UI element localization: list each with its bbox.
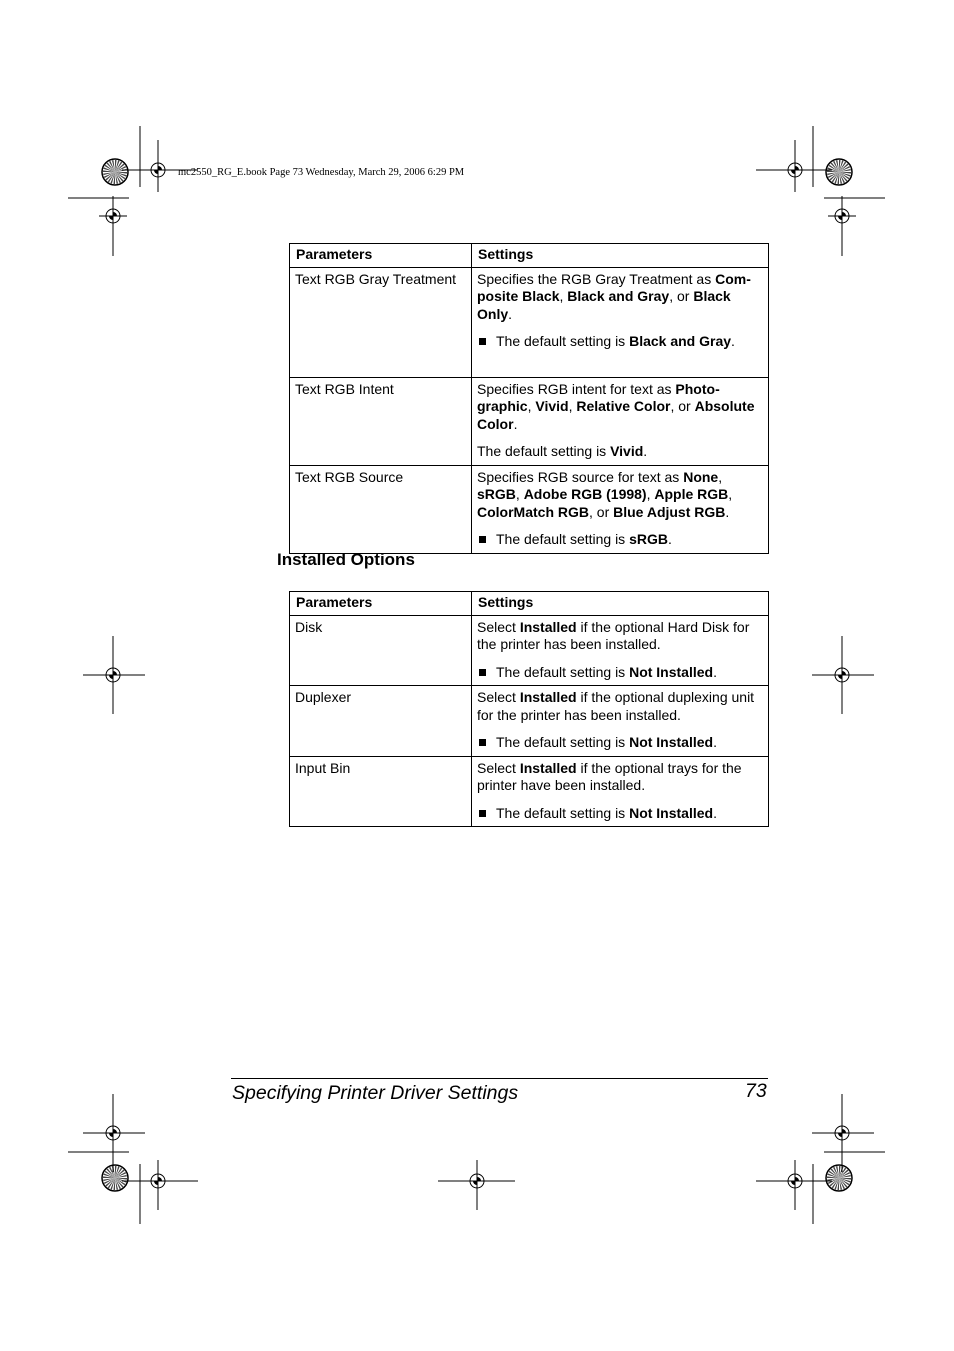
footer-rule xyxy=(231,1078,768,1079)
default-setting-note: The default setting is Not Installed. xyxy=(477,805,763,823)
default-setting-note: The default setting is sRGB. xyxy=(477,531,763,549)
settings-cell xyxy=(472,615,769,686)
default-setting-note: The default setting is Not Installed. xyxy=(477,664,763,682)
footer-chapter-title: Specifying Printer Driver Settings xyxy=(232,1082,519,1104)
column-header-settings: Settings xyxy=(472,592,769,616)
parameter-cell: Duplexer xyxy=(290,686,472,757)
setting-description: Select Installed if the optional Hard Disk for the printer has been installed. xyxy=(477,618,750,652)
starburst-target-icon xyxy=(102,1165,128,1191)
starburst-target-icon xyxy=(102,159,128,185)
column-header-parameters: Parameters xyxy=(290,244,472,268)
setting-description: Select Installed if the optional duplexing unit for the printer has been installed. xyxy=(477,689,755,723)
table-row xyxy=(290,267,769,377)
table-row xyxy=(290,686,769,757)
square-bullet-icon xyxy=(479,739,486,746)
setting-description: Specifies RGB intent for text as Photo-graphic, Vivid, Relative Color, or Absolute Color. xyxy=(477,380,755,432)
table-row xyxy=(290,377,769,465)
section-title: Installed Options xyxy=(277,550,415,569)
settings-cell xyxy=(472,756,769,827)
default-setting-note: The default setting is Not Installed. xyxy=(477,734,763,752)
table-header-row xyxy=(290,244,769,268)
square-bullet-icon xyxy=(479,536,486,543)
starburst-target-icon xyxy=(826,159,852,185)
column-header-parameters: Parameters xyxy=(290,592,472,616)
setting-description: Specifies the RGB Gray Treatment as Com-posite Black, Black and Gray, or Black Only. xyxy=(477,270,751,322)
starburst-target-icon xyxy=(826,1165,852,1191)
square-bullet-icon xyxy=(479,669,486,676)
table-row xyxy=(290,615,769,686)
text-rgb-settings-table xyxy=(289,243,769,554)
table-row xyxy=(290,756,769,827)
parameter-cell: Text RGB Gray Treatment xyxy=(290,267,472,377)
setting-description: Specifies RGB source for text as None, sRGB, Adobe RGB (1998), Apple RGB, ColorMatch RGB, or Blue Adjust RGB. xyxy=(477,468,733,520)
page-number: 73 xyxy=(745,1080,767,1102)
square-bullet-icon xyxy=(479,810,486,817)
setting-description: Select Installed if the optional trays for the printer have been installed. xyxy=(477,759,742,793)
settings-cell xyxy=(472,686,769,757)
parameter-cell: Input Bin xyxy=(290,756,472,827)
table-header-row xyxy=(290,592,769,616)
parameter-cell: Text RGB Source xyxy=(290,465,472,553)
default-setting-note: The default setting is Vivid. xyxy=(477,443,648,459)
settings-cell xyxy=(472,377,769,465)
settings-cell xyxy=(472,267,769,377)
parameter-cell: Text RGB Intent xyxy=(290,377,472,465)
installed-options-table xyxy=(289,591,769,827)
parameter-cell: Disk xyxy=(290,615,472,686)
settings-cell xyxy=(472,465,769,553)
square-bullet-icon xyxy=(479,338,486,345)
default-setting-note: The default setting is Black and Gray. xyxy=(477,333,763,351)
column-header-settings: Settings xyxy=(472,244,769,268)
print-info-header: mc2550_RG_E.book Page 73 Wednesday, March 29, 2006 6:29 PM xyxy=(178,167,465,178)
table-row xyxy=(290,465,769,553)
